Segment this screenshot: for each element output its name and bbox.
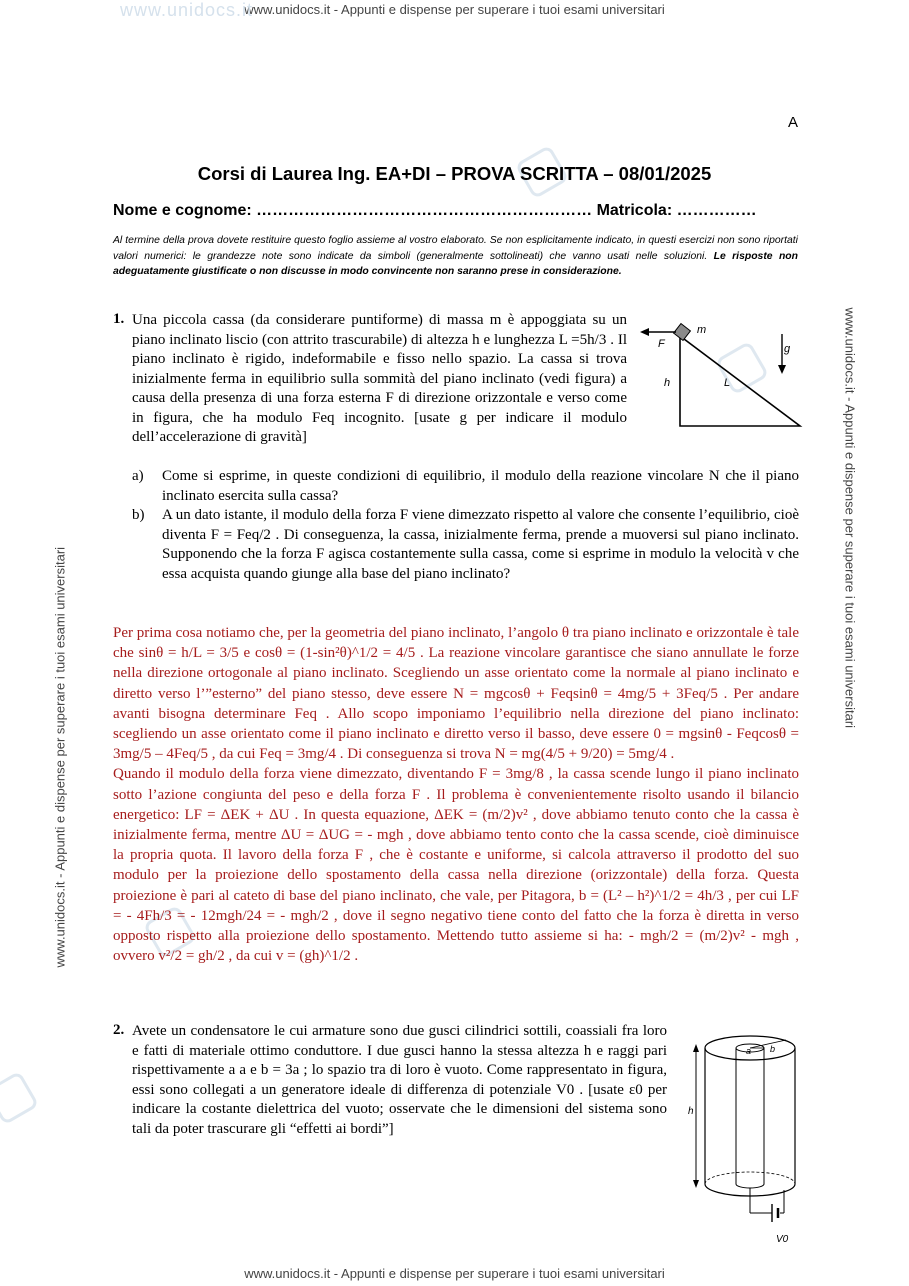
watermark-left: www.unidocs.it - Appunti e dispense per superare i tuoi esami universitari — [52, 546, 68, 968]
solution1-paragraph2: Quando il modulo della forza viene dimezzato, diventando F = 3mg/8 , la cassa scende lungo il piano inclinato sotto l’azione congiunta del peso e della forza F . Il problema è convenientemente risolto usando il bilancio energetico: LF = ΔEK + ΔU . In questa equazione, ΔEK = (m/2)v² , dove abbiamo tenuto conto che la cassa è inizialmente ferma, mentre ΔU = ΔUG = - mgh , dove abbiamo tento conto che la cassa scende, cioè diminuisce la propria quota. Il lavoro della forza F , che è costante e uniforme, si calcola attraverso il prodotto del suo modulo per la proiezione dello spostamento della cassa nella direzione (orizzontale) della forza. Questa proiezione è pari al cateto di base del piano inclinato, che vale, per Pitagora, b = (L² – h²)^1/2 = 4h/3 , per cui LF = - 4Fh/3 = - 12mgh/24 = - mgh/2 , dove il segno negativo tiene conto del fatto che la forza è diretta in verso opposto rispetto alla proiezione dello spostamento. Mettendo tutto assieme si ha: - mgh/2 = (m/2)v² - mgh , ovvero v²/2 = gh/2 , da cui v = (gh)^1/2 . — [113, 766, 799, 965]
question-a-text: Come si esprime, in queste condizioni di equilibrio, il modulo della reazione vincolare N che il piano inclinato esercita sulla cassa? — [162, 468, 799, 504]
problem2-number: 2. — [113, 1022, 125, 1038]
instructions-bold: Le risposte non adeguatamente giustificate o non discusse in modo convincente non saranno prese in considerazione. — [113, 250, 798, 277]
solution1-paragraph1: Per prima cosa notiamo che, per la geometria del piano inclinato, l’angolo θ tra piano inclinato e orizzontale è tale che sinθ = h/L = 3/5 e cosθ = (1-sin²θ)^1/2 = 4/5 . La reazione vincolare garantisce che siano annullate le forze nella direzione ortogonale al piano inclinato. Scegliendo un asse orientato come la normale al piano inclinato e diretto verso l’”esterno” del piano stesso, deve essere N = mgcosθ + Feqsinθ = 4mg/5 + 3Feq/5 . Per andare avanti bisogna determinare Feq . Allo scopo imponiamo l’equilibrio nella direzione del piano inclinato: scegliendo un asse orientato come il piano inclinato e diretto verso il basso, deve essere 0 = mgsinθ - Feqcosθ = 3mg/5 – 4Feq/5 , da cui Feq = 3mg/4 . Di conseguenza si trova N = mg(4/5 + 9/20) = 5mg/4 . — [113, 625, 799, 763]
problem1-question-a — [132, 467, 799, 507]
problem1-number: 1. — [113, 311, 125, 327]
watermark-right: www.unidocs.it - Appunti e dispense per superare i tuoi esami universitari — [842, 307, 858, 729]
inclined-plane-figure — [636, 320, 806, 430]
figure-label-h: h — [664, 377, 671, 389]
watermark-top: www.unidocs.it www.unidocs.it - Appunti e dispense per superare i tuoi esami universitari — [120, 0, 665, 20]
page-title: Corsi di Laurea Ing. EA+DI – PROVA SCRITTA – 08/01/2025 — [197, 163, 712, 184]
figure-label-g: g — [784, 343, 791, 355]
problem1-question-b — [132, 506, 799, 606]
solution1 — [113, 623, 799, 966]
problem1-text: Una piccola cassa (da considerare puntiforme) di massa m è appoggiata su un piano inclinato liscio (con attrito trascurabile) di altezza h e lunghezza L =5h/3 . Il piano inclinato è rigido, indeformabile e fisso nello spazio. La cassa si trova inizialmente ferma in equilibrio sulla sommità del piano inclinato (vedi figura) a causa della presenza di una forza esterna F di direzione orizzontale e verso come in figura, che ha modulo Feq incognito. [usate g per indicare il modulo dell’accelerazione di gravità] — [132, 312, 627, 445]
question-a-label: a) — [132, 468, 144, 484]
exam-version: A — [788, 114, 799, 131]
question-b-text: A un dato istante, il modulo della forza F viene dimezzato rispetto al valore che consente l’equilibrio, cioè diventa F = Feq/2 . Di conseguenza, la cassa, inizialmente ferma, prende a muoversi sul piano inclinato. Supponendo che la forza F agisca costantemente sulla cassa, come si esprime in modulo la velocità v che essa acquista quando giunge alla base del piano inclinato? — [162, 507, 799, 582]
name-field-line: Nome e cognome: ……………………………………………………… Matricola: …………… — [113, 202, 757, 219]
question-b-label: b) — [132, 507, 145, 523]
watermark-bottom: www.unidocs.it - Appunti e dispense per superare i tuoi esami universitari — [244, 1266, 665, 1281]
cylindrical-capacitor-figure — [684, 1028, 809, 1250]
figure-label-m: m — [697, 324, 707, 336]
figure-label-h: h — [688, 1106, 694, 1117]
problem2-text: Avete un condensatore le cui armature sono due gusci cilindrici sottili, coassiali fra loro e fatti di materiale ottimo conduttore. I due gusci hanno la stessa altezza h e raggi pari rispettivamente a a e b = 3a ; lo spazio tra di loro è vuoto. Come rappresentato in figura, essi sono collegati a un generatore ideale di differenza di potenziale V0 . [usate ε0 per indicare la costante dielettrica del vuoto; osservate che le dimensioni del sistema sono tali da poter trascurare gli “effetti ai bordi”] — [132, 1023, 667, 1137]
instructions — [113, 233, 798, 280]
figure-label-F: F — [658, 338, 665, 350]
figure-label-V0: V0 — [776, 1234, 789, 1245]
figure-label-a: a — [746, 1046, 752, 1056]
figure-label-L: L — [724, 377, 731, 389]
watermark-faint: www.unidocs.it — [120, 0, 254, 20]
instructions-text: Al termine della prova dovete restituire questo foglio assieme al vostro elaborato. Se non esplicitamente indicato, in questi esercizi non sono riportati valori numerici: le grandezze note sono indicate da simboli (generalmente sottolineati) che vanno usati nelle soluzioni. — [113, 235, 798, 262]
watermark-logo-icon — [0, 1071, 39, 1126]
figure-label-b: b — [770, 1044, 776, 1054]
